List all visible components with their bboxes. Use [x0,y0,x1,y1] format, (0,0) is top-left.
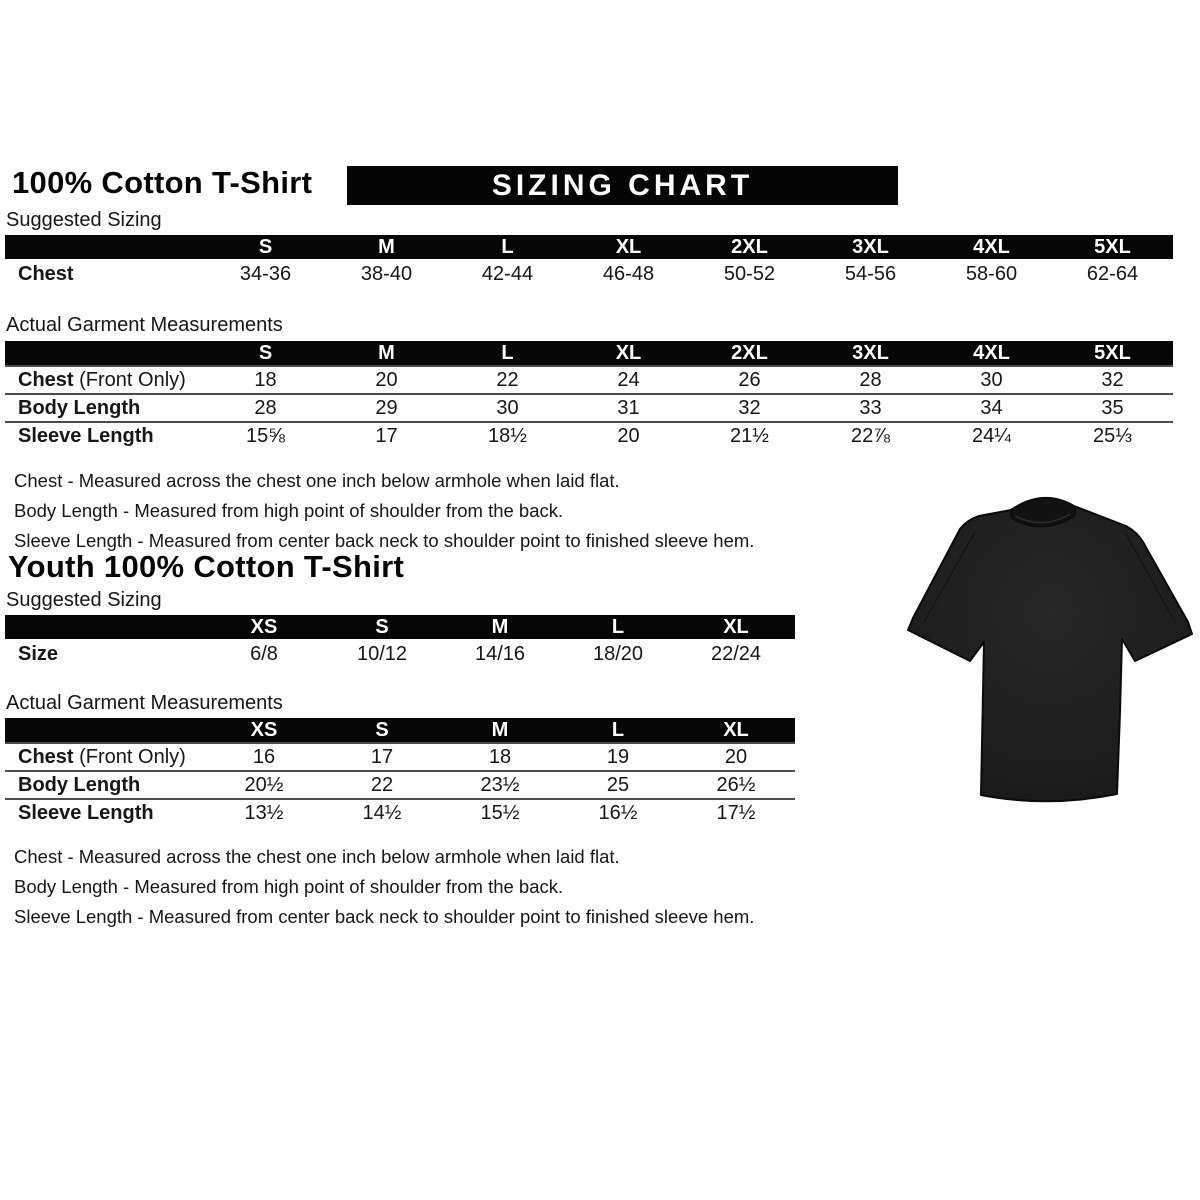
measurement-value: 34-36 [239,262,292,285]
size-column-header: XL [615,341,642,364]
measurement-value: 21½ [730,424,769,447]
adult-section-title: 100% Cotton T-Shirt [12,165,313,200]
measurement-value: 33 [859,396,882,419]
measurement-value: 30 [980,368,1003,391]
table-header-row [5,615,795,639]
measurement-value: 16½ [598,801,638,824]
size-column-header: 3XL [852,235,889,258]
size-column-header: 4XL [973,235,1010,258]
youth-measurement-notes [14,842,754,932]
row-label: Chest (Front Only) [18,368,186,391]
size-column-header: XL [723,718,749,741]
size-column-header: XL [615,235,642,258]
size-column-header: 2XL [731,235,768,258]
size-column-header: M [378,235,395,258]
table-row [5,798,795,826]
table-row [5,393,1173,421]
adult-actual-measurements-table [5,341,1173,449]
size-column-header: 5XL [1094,235,1131,258]
size-column-header: M [491,718,509,741]
measurement-value: 34 [980,396,1003,419]
measurement-value: 24¼ [972,424,1011,447]
size-column-header: S [258,341,273,364]
measurement-value: 50-52 [723,262,776,285]
note-line: Chest - Measured across the chest one inch below armhole when laid flat. [14,846,620,867]
table-header-row [5,718,795,742]
measurement-value: 20 [375,368,398,391]
size-column-header: L [611,615,625,638]
size-column-header: L [501,341,514,364]
measurement-value: 31 [617,396,640,419]
youth-suggested-sizing-table [5,615,795,669]
size-column-header: 2XL [731,341,768,364]
sizing-chart-banner: SIZING CHART [347,166,898,205]
measurement-value: 17 [370,745,394,768]
note-line: Sleeve Length - Measured from center back neck to shoulder point to finished sleeve hem. [14,906,755,927]
row-label: Sleeve Length [18,801,154,824]
measurement-value: 20½ [244,773,284,796]
size-column-header: S [258,235,273,258]
adult-suggested-sizing-label: Suggested Sizing [6,209,162,231]
measurement-value: 46-48 [602,262,655,285]
size-column-header: 3XL [852,341,889,364]
size-column-header: 4XL [973,341,1010,364]
measurement-value: 25 [606,773,630,796]
table-row [5,639,795,669]
measurement-value: 30 [496,396,519,419]
size-column-header: S [375,615,389,638]
measurement-value: 62-64 [1086,262,1139,285]
tshirt-body [908,498,1192,801]
measurement-value: 35 [1101,396,1124,419]
measurement-value: 17½ [716,801,756,824]
row-label: Size [18,642,59,665]
measurement-value: 18½ [488,424,527,447]
size-column-header: L [611,718,625,741]
table-row [5,742,795,770]
size-column-header: XS [250,615,278,638]
row-label: Body Length [18,773,141,796]
measurement-value: 26½ [716,773,756,796]
measurement-value: 16 [252,745,276,768]
size-column-header: M [491,615,509,638]
table-row [5,770,795,798]
size-column-header: XS [250,718,278,741]
size-column-header: L [501,235,514,258]
note-line: Sleeve Length - Measured from center back neck to shoulder point to finished sleeve hem. [14,530,755,551]
measurement-value: 26 [738,368,761,391]
table-row [5,259,1173,289]
size-column-header: S [375,718,389,741]
measurement-value: 28 [859,368,882,391]
row-label: Chest (Front Only) [18,745,186,768]
row-label: Chest [18,262,74,285]
measurement-value: 24 [617,368,640,391]
measurement-value: 29 [375,396,398,419]
measurement-value: 14½ [362,801,402,824]
table-header-row [5,235,1173,259]
table-row [5,365,1173,393]
row-label: Sleeve Length [18,424,154,447]
measurement-value: 42-44 [481,262,534,285]
measurement-value: 14/16 [474,642,526,665]
youth-suggested-sizing-label: Suggested Sizing [6,589,162,611]
measurement-value: 13½ [244,801,284,824]
measurement-value: 32 [738,396,761,419]
youth-actual-measurements-table [5,718,795,826]
table-row [5,421,1173,449]
size-column-header: XL [723,615,749,638]
black-tshirt-image [880,472,1200,812]
measurement-value: 54-56 [844,262,897,285]
youth-actual-measurements-label: Actual Garment Measurements [6,692,283,714]
note-line: Body Length - Measured from high point of shoulder from the back. [14,876,564,897]
note-line: Chest - Measured across the chest one inch below armhole when laid flat. [14,470,620,491]
measurement-value: 6/8 [250,642,278,665]
measurement-value: 22 [370,773,394,796]
measurement-value: 28 [254,396,277,419]
row-label: Body Length [18,396,141,419]
measurement-value: 18/20 [592,642,644,665]
measurement-value: 22/24 [710,642,762,665]
youth-section-title: Youth 100% Cotton T-Shirt [8,549,405,584]
measurement-value: 19 [606,745,630,768]
measurement-value: 25⅓ [1093,424,1132,447]
size-column-header: 5XL [1094,341,1131,364]
adult-actual-measurements-label: Actual Garment Measurements [6,314,283,336]
measurement-value: 18 [488,745,512,768]
measurement-value: 58-60 [965,262,1018,285]
adult-measurement-notes [14,466,754,556]
measurement-value: 20 [724,745,748,768]
adult-suggested-sizing-table [5,235,1173,289]
size-column-header: M [378,341,395,364]
measurement-value: 22⅞ [851,424,890,447]
measurement-value: 10/12 [356,642,408,665]
measurement-value: 15½ [480,801,520,824]
measurement-value: 32 [1101,368,1124,391]
measurement-value: 23½ [480,773,520,796]
measurement-value: 22 [496,368,519,391]
measurement-value: 18 [254,368,277,391]
measurement-value: 17 [375,424,398,447]
note-line: Body Length - Measured from high point of shoulder from the back. [14,500,564,521]
table-header-row [5,341,1173,365]
measurement-value: 38-40 [360,262,413,285]
measurement-value: 20 [617,424,640,447]
measurement-value: 15⅝ [246,424,285,447]
